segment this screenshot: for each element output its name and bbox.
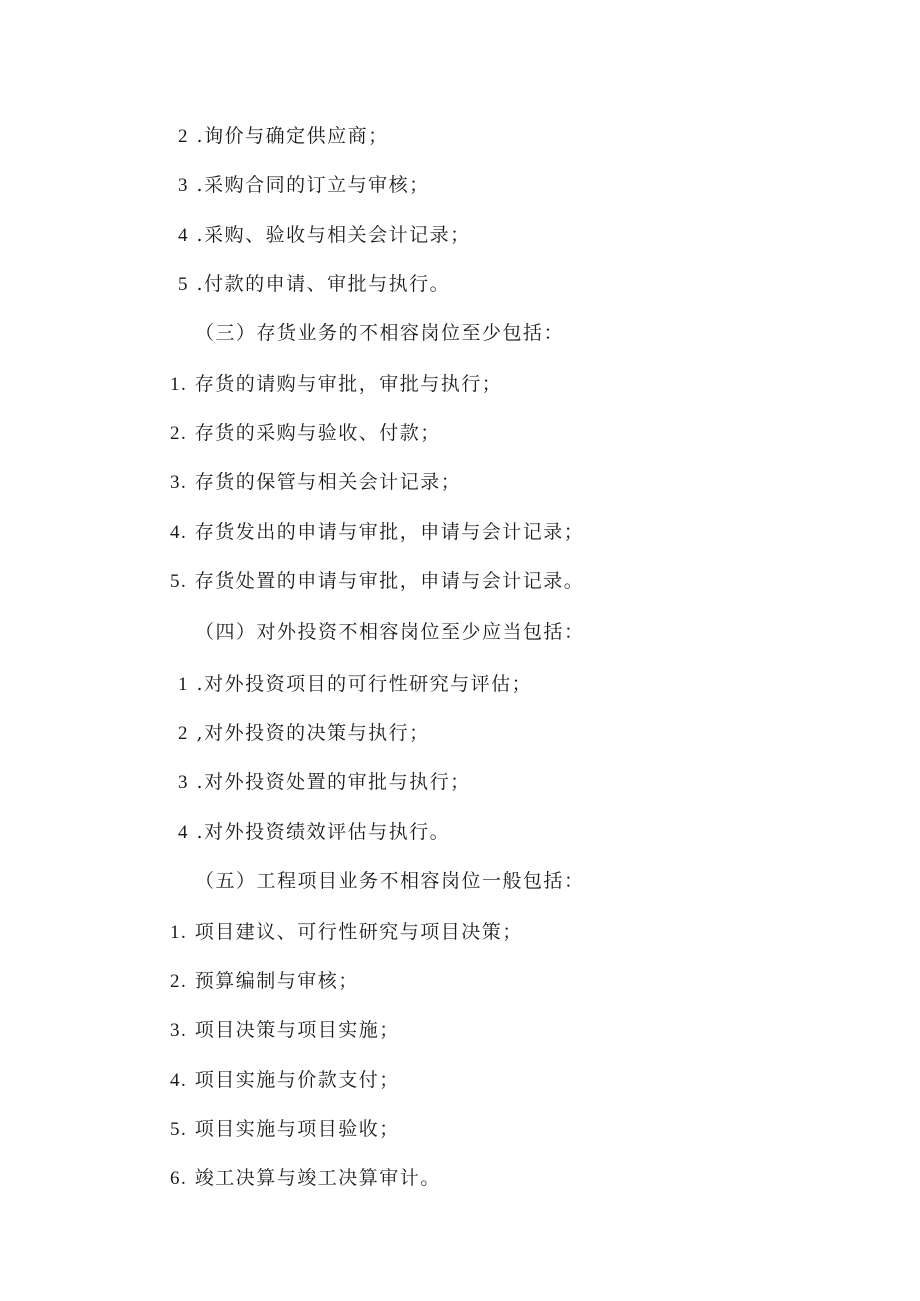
item-number: 5. (170, 1119, 188, 1140)
list-item (178, 272, 450, 297)
list-item (170, 421, 441, 446)
section-heading-3: （三）存货业务的不相容岗位至少包括： (195, 322, 565, 344)
list-item (178, 721, 430, 746)
item-text: 存货处置的申请与审批，申请与会计记录。 (187, 570, 585, 592)
item-text: .对外投资绩效评估与执行。 (189, 821, 451, 843)
item-number: 1. (170, 922, 188, 943)
list-item (178, 820, 450, 845)
item-number: 2 (178, 723, 189, 744)
item-text: .对外投资处置的审批与执行； (189, 771, 471, 793)
item-number: 4. (170, 1070, 188, 1091)
list-item (170, 1117, 400, 1142)
item-number: 6. (170, 1168, 188, 1189)
list-item (170, 520, 584, 545)
item-text: .采购合同的订立与审核； (189, 174, 430, 196)
item-text: 项目建议、可行性研究与项目决策； (187, 921, 523, 943)
item-text: .采购、验收与相关会计记录； (189, 224, 471, 246)
list-item (178, 672, 532, 697)
item-number: 3 (178, 772, 189, 793)
list-item (178, 124, 389, 149)
item-number: 3 (178, 175, 189, 196)
item-number: 4. (170, 522, 188, 543)
list-item (178, 770, 471, 795)
item-text: 存货的保管与相关会计记录； (187, 471, 462, 493)
item-text: ,对外投资的决策与执行； (189, 722, 430, 744)
item-number: 3. (170, 472, 188, 493)
item-text: 存货的采购与验收、付款； (187, 422, 441, 444)
item-number: 4 (178, 822, 189, 843)
item-text: 竣工决算与竣工决算审计。 (187, 1167, 441, 1189)
list-item (170, 470, 461, 495)
item-number: 1. (170, 374, 188, 395)
list-item (170, 1018, 400, 1043)
list-item (170, 372, 502, 397)
list-item (170, 569, 584, 594)
item-number: 2. (170, 971, 188, 992)
item-text: 存货的请购与审批，审批与执行； (187, 373, 503, 395)
list-item (178, 173, 430, 198)
item-text: .询价与确定供应商； (189, 125, 389, 147)
item-number: 3. (170, 1020, 188, 1041)
item-text: 项目实施与价款支付； (187, 1069, 400, 1091)
list-item (170, 1068, 400, 1093)
item-number: 1 (178, 674, 189, 695)
list-item (170, 920, 523, 945)
item-number: 2. (170, 423, 188, 444)
list-item (170, 1166, 441, 1191)
section-heading-4: （四）对外投资不相容岗位至少应当包括： (195, 621, 585, 643)
item-text: .对外投资项目的可行性研究与评估； (189, 673, 533, 695)
item-text: 项目决策与项目实施； (187, 1019, 400, 1041)
item-text: .付款的申请、审批与执行。 (189, 273, 451, 295)
item-number: 5. (170, 571, 188, 592)
item-number: 5 (178, 274, 189, 295)
item-number: 4 (178, 225, 189, 246)
item-text: 预算编制与审核； (187, 970, 359, 992)
list-item (170, 969, 359, 994)
list-item (178, 223, 471, 248)
section-heading-5: （五）工程项目业务不相容岗位一般包括： (195, 870, 585, 892)
item-text: 存货发出的申请与审批，申请与会计记录； (187, 521, 585, 543)
item-text: 项目实施与项目验收； (187, 1118, 400, 1140)
item-number: 2 (178, 126, 189, 147)
